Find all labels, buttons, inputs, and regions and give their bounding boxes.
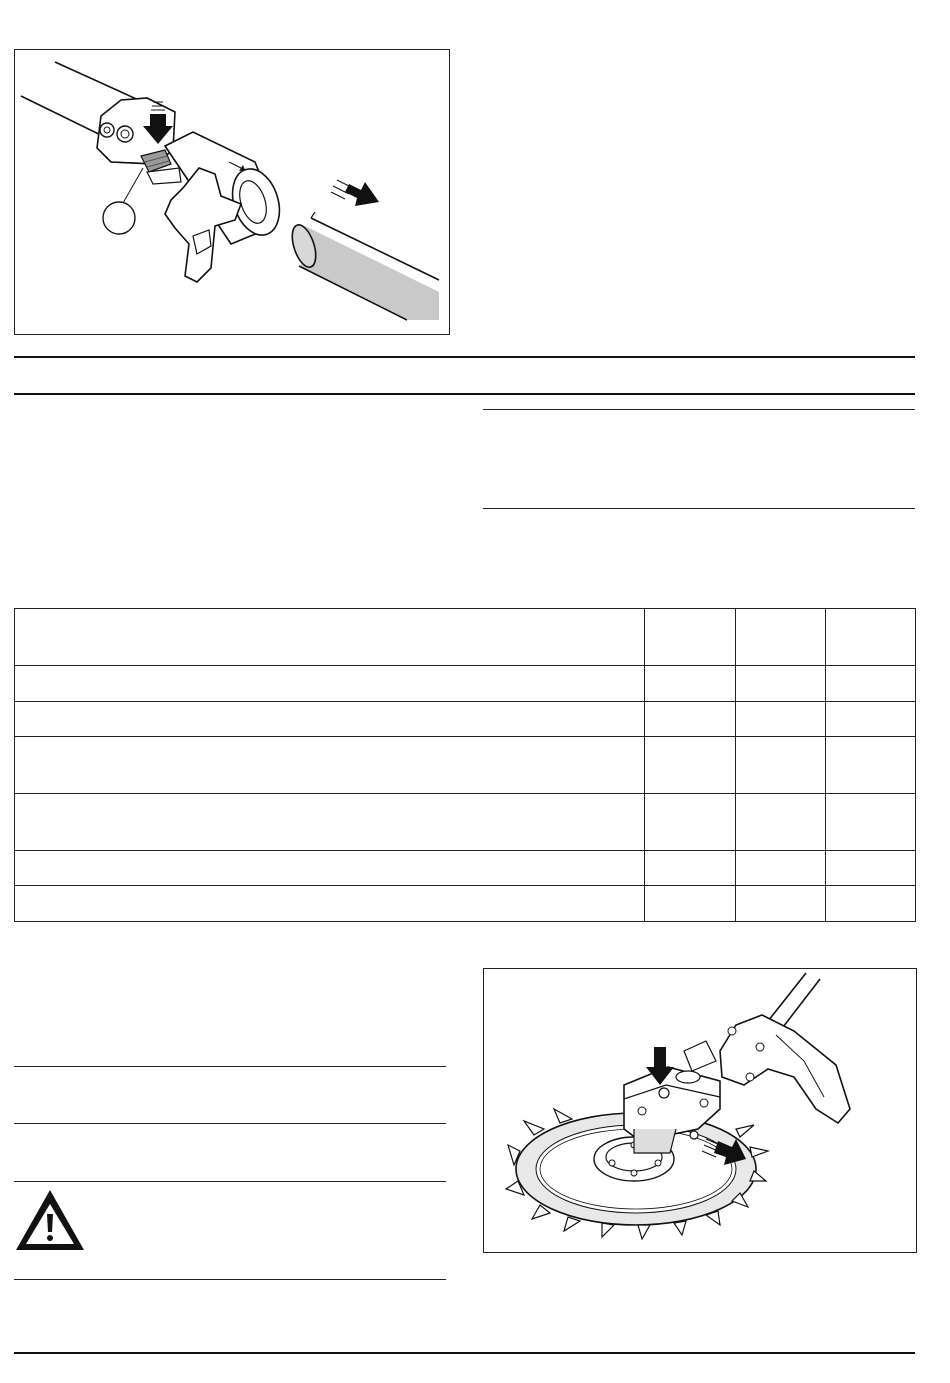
callout-circle — [103, 202, 135, 234]
table-header-cell — [15, 609, 645, 666]
table-cell — [736, 666, 826, 702]
coupling-illustration — [15, 50, 449, 334]
table-cell — [826, 666, 916, 702]
left-rule-4 — [14, 1279, 446, 1280]
table-header-cell — [736, 609, 826, 666]
table-cell — [736, 794, 826, 851]
table-cell — [736, 702, 826, 737]
note-rule-top — [483, 409, 915, 410]
table-header-row — [15, 609, 916, 666]
note-rule-bottom — [483, 508, 915, 509]
table-cell — [15, 794, 645, 851]
table-row — [15, 702, 916, 737]
table-cell — [826, 737, 916, 794]
table-cell — [826, 794, 916, 851]
table-cell — [15, 666, 645, 702]
left-rule-2 — [14, 1123, 446, 1124]
table-cell — [645, 886, 736, 922]
table-cell — [15, 886, 645, 922]
table-cell — [15, 702, 645, 737]
table-cell — [826, 702, 916, 737]
blade-illustration — [484, 969, 916, 1252]
section-rule-top — [14, 356, 915, 358]
table-row — [15, 737, 916, 794]
table-row — [15, 886, 916, 922]
left-rule-1 — [14, 1066, 446, 1067]
table-cell — [645, 702, 736, 737]
table-cell — [645, 666, 736, 702]
table-cell — [736, 886, 826, 922]
table-cell — [645, 794, 736, 851]
table-cell — [736, 851, 826, 886]
table-cell — [826, 851, 916, 886]
figure-coupling-release — [14, 49, 450, 335]
table-cell — [736, 737, 826, 794]
warning-triangle-icon — [14, 1188, 86, 1252]
page-footer-rule — [14, 1352, 915, 1354]
left-rule-3 — [14, 1181, 446, 1182]
table-cell — [645, 737, 736, 794]
table-cell — [826, 886, 916, 922]
table-cell — [645, 851, 736, 886]
table-header-cell — [826, 609, 916, 666]
table-row — [15, 794, 916, 851]
table-cell — [15, 737, 645, 794]
figure-blade-removal — [483, 968, 917, 1253]
section-rule-bottom — [14, 393, 915, 395]
table-row — [15, 666, 916, 702]
table-row — [15, 851, 916, 886]
spec-table — [14, 608, 916, 922]
table-header-cell — [645, 609, 736, 666]
table-cell — [15, 851, 645, 886]
